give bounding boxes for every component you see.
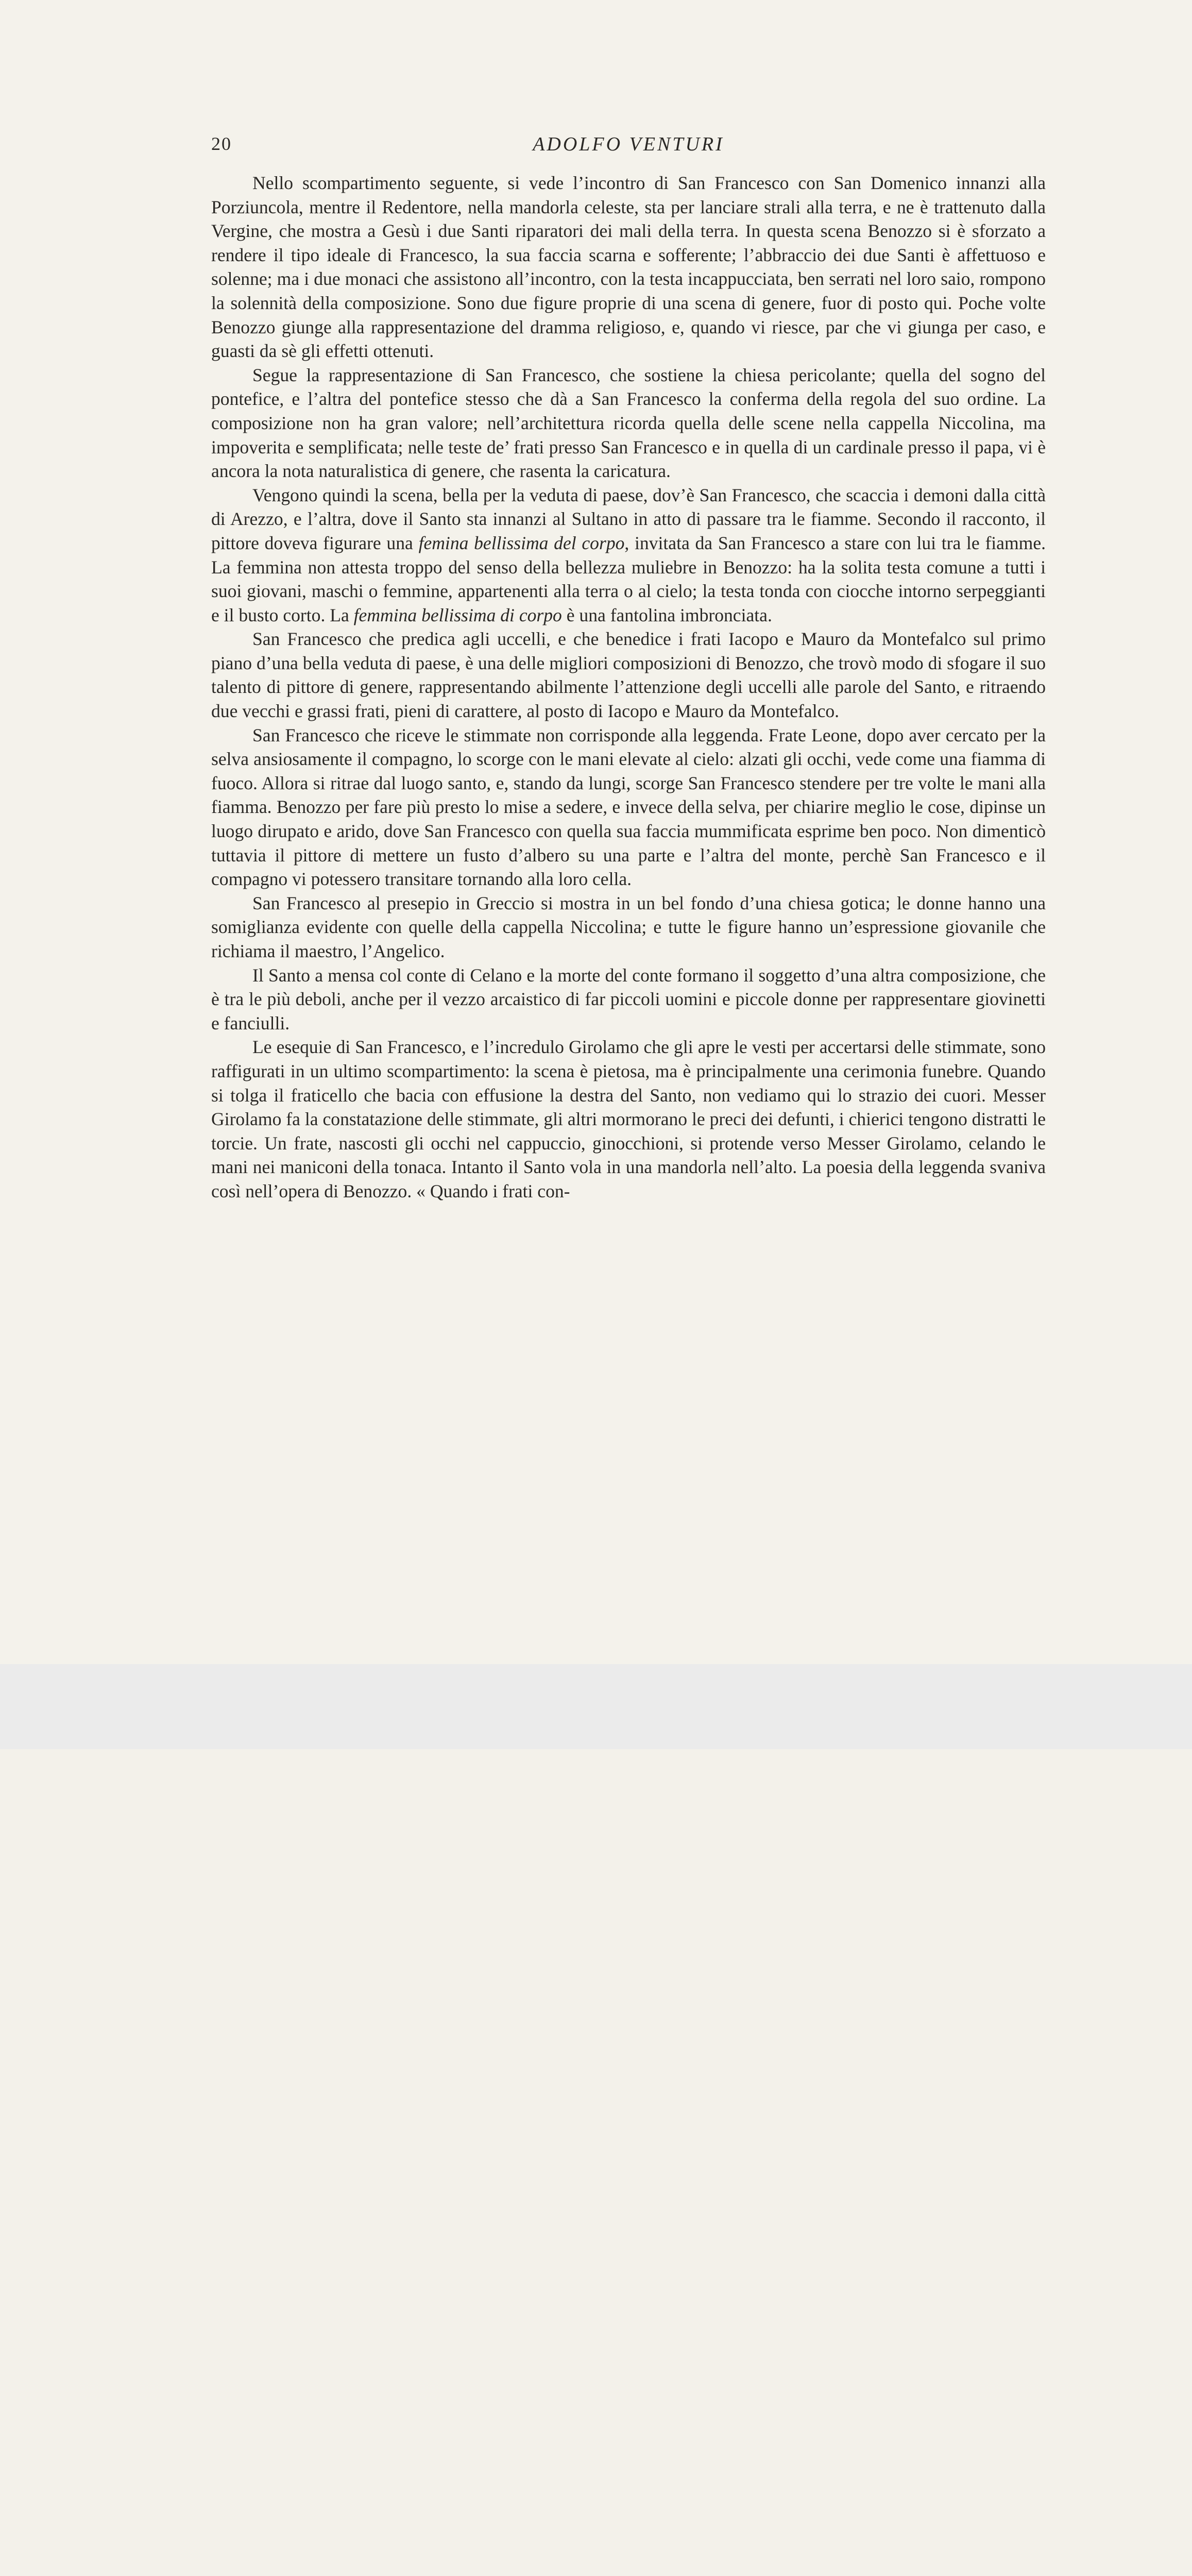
paragraph-3-text-b: , invitata da San Francesco a stare con lui tra le fiamme. La femmina non attesta troppo del senso della bellezza muliebre in Benozzo: ha la solita testa comune a tutti i suoi giovani, maschi o femmine, appartenenti alla terra o al cielo; la testa tonda con ciocche intorno serpeggianti e il busto corto. La bbox=[211, 532, 1046, 625]
body-text bbox=[211, 171, 1046, 1204]
paragraph-1: Nello scompartimento seguente, si vede l’incontro di San Francesco con San Domenico innanzi alla Porziuncola, mentre il Redentore, nella mandorla celeste, sta per lanciare strali alla terra, e ne è trattenuto dalla Vergine, che mostra a Gesù i due Santi riparatori dei mali della terra. In questa scena Benozzo si è sforzato a rendere il tipo ideale di Francesco, la sua faccia scarna e sofferente; l’abbraccio dei due Santi è affettuoso e solenne; ma i due monaci che assistono all’incontro, con la testa incappucciata, ben serrati nel loro saio, rompono la solennità della composizione. Sono due figure proprie di una scena di genere, fuor di posto qui. Poche volte Benozzo giunge alla rappresentazione del dramma religioso, e, quando vi riesce, par che vi giunga per caso, e guasti da sè gli effetti ottenuti. bbox=[211, 173, 1046, 362]
paragraph-4: San Francesco che predica agli uccelli, e che benedice i frati Iacopo e Mauro da Montefalco sul primo piano d’una bella veduta di paese, è una delle migliori composizioni di Benozzo, che trovò modo di sfogare il suo talento di pittore di genere, rappresentando abilmente l’attenzione degli uccelli alle parole del Santo, e ritraendo due vecchi e grassi frati, pieni di carattere, al posto di Iacopo e Mauro da Montefalco. bbox=[211, 629, 1046, 722]
paragraph-6: San Francesco al presepio in Greccio si mostra in un bel fondo d’una chiesa gotica; le donne hanno una somiglianza evidente con quelle della cappella Niccolina; e tutte le figure hanno un’espressione giovanile che richiama il maestro, l’Angelico. bbox=[211, 892, 1046, 961]
paragraph-3-italic-1: femina bellissima del corpo bbox=[418, 532, 625, 553]
viewer-footer bbox=[0, 1664, 1192, 1749]
paragraph-3-text-c: è una fantolina imbronciata. bbox=[561, 604, 772, 625]
paragraph-7: Il Santo a mensa col conte di Celano e la morte del conte formano il soggetto d’una altra composizione, che è tra le più deboli, anche per il vezzo arcaistico di far piccoli uomini e piccole donne per rappresentare giovinetti e fanciulli. bbox=[211, 964, 1046, 1033]
paragraph-3-italic-2: femmina bellissima di corpo bbox=[353, 604, 562, 625]
paragraph-3 bbox=[211, 483, 1046, 628]
paragraph-8: Le esequie di San Francesco, e l’incredulo Girolamo che gli apre le vesti per accertarsi delle stimmate, sono raffigurati in un ultimo scompartimento: la scena è pietosa, ma è principalmente una cerimonia funebre. Quando si tolga il fraticello che bacia con effusione la destra del Santo, non vediamo qui lo strazio dei cuori. Messer Girolamo fa la constatazione delle stimmate, gli altri mormorano le preci dei defunti, i chierici tengono distratti le torcie. Un frate, nascosti gli occhi nel cappuccio, ginocchioni, si protende verso Messer Girolamo, celando le mani nei maniconi della tonaca. Intanto il Santo vola in una mandorla nell’alto. La poesia della leggenda svaniva così nell’opera di Benozzo. « Quando i frati con- bbox=[211, 1037, 1046, 1201]
paragraph-2: Segue la rappresentazione di San Francesco, che sostiene la chiesa pericolante; quella del sogno del pontefice, e l’altra del pontefice stesso che dà a San Francesco la conferma della regola del suo ordine. La composizione non ha gran valore; nell’architettura ricorda quella delle scene nella cappella Niccolina, ma impoverita e semplificata; nelle teste de’ frati presso San Francesco e in quella di un cardinale presso il papa, vi è ancora la nota naturalistica di genere, che rasenta la caricatura. bbox=[211, 364, 1046, 482]
page-number: 20 bbox=[211, 133, 232, 154]
running-head: ADOLFO VENTURI bbox=[533, 133, 724, 155]
paragraph-3-text-a: Vengono quindi la scena, bella per la veduta di paese, dov’è San Francesco, che scaccia i demoni dalla città di Arezzo, e l’altra, dove il Santo sta innanzi al Sultano in atto di passare tra le fiamme. Secondo il racconto, il pittore doveva figurare una bbox=[211, 484, 1046, 553]
page-header bbox=[211, 133, 1046, 164]
paragraph-5: San Francesco che riceve le stimmate non corrisponde alla leggenda. Frate Leone, dopo aver cercato per la selva ansiosamente il compagno, lo scorge con le mani elevate al cielo: alzati gli occhi, vede come una fiamma di fuoco. Allora si ritrae dal luogo santo, e, stando da lungi, scorge San Francesco stendere per tre volte le mani alla fiamma. Benozzo per fare più presto lo mise a sedere, e invece della selva, per chiarire meglio le cose, dipinse un luogo dirupato e arido, dove San Francesco con quella sua faccia mummificata esprime ben poco. Non dimenticò tuttavia il pittore di mettere un fusto d’albero su una parte e l’altra del monte, perchè San Francesco e il compagno vi potessero transitare tornando alla loro cella. bbox=[211, 724, 1046, 890]
